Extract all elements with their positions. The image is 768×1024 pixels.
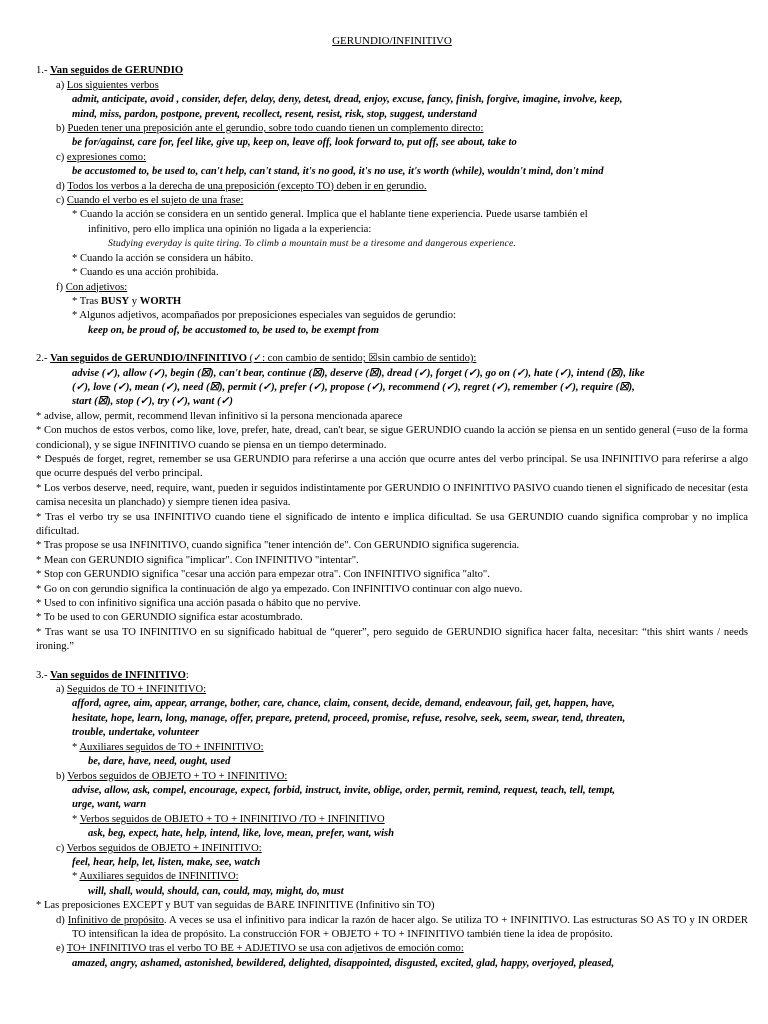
s3-d-paragraph: d) Infinitivo de propósito. A veces se usa el infinitivo para indicar la razón de hacer algo. Se utiliza TO + INFINITIVO. Las estructuras SO AS TO y IN ORDER TO intensifican la idea de propósito. La construcción FOR + OBJETO + TO + INFINITIVO también tiene la idea de propósito. xyxy=(56,914,748,940)
s3-c-aux-heading: * Auxiliares seguidos de INFINITIVO: xyxy=(72,871,239,883)
s3-b-heading: b) Verbos seguidos de OBJETO + TO + INFINITIVO: xyxy=(56,770,288,782)
s1-f-bullet-1: * Tras BUSY y WORTH xyxy=(72,295,182,307)
section-title: Van seguidos de GERUNDIO xyxy=(50,65,184,77)
s1-f-list: keep on, be proud of, be accustomed to, be used to, be exempt from xyxy=(88,324,379,336)
s3-a-aux-list: be, dare, have, need, ought, used xyxy=(88,756,231,768)
s1-e-bullet-1: * Cuando la acción se considera en un sentido general. Implica que el hablante tiene experiencia. Puede usarse también el xyxy=(72,209,588,221)
s1-b-verbs: be for/against, care for, feel like, give up, keep on, leave off, look forward to, put off, see about, take to xyxy=(72,137,517,149)
section-number: 1.- xyxy=(36,65,51,77)
s3-a-aux-heading: * Auxiliares seguidos de TO + INFINITIVO: xyxy=(72,741,264,753)
s3-b-verbs-1: advise, allow, ask, compel, encourage, expect, forbid, instruct, invite, oblige, order, permit, remind, request, teach, tell, tempt, xyxy=(72,784,616,796)
page-title: GERUNDIO/INFINITIVO xyxy=(332,35,452,47)
s1-e-heading: c) Cuando el verbo es el sujeto de una frase: xyxy=(56,195,244,207)
s3-c-verbs: feel, hear, help, let, listen, make, see, watch xyxy=(72,856,261,868)
s2-note-12: * Tras want se usa TO INFINITIVO en su significado habitual de “querer”, pero seguido de GERUNDIO significa hacer falta, necesitar: “this shirt wants / needs ironing.” xyxy=(36,626,748,653)
s2-note-4: * Los verbos deserve, need, require, want, pueden ir seguidos indistintamente por GERUNDIO O INFINITIVO PASIVO cuando tienen el significado de necesitar (esta camisa necesita un planchado) y siempre tienen idea pasiva. xyxy=(36,482,748,509)
s2-verbs-2: (✓), love (✓), mean (✓), need (☒), permit (✓), prefer (✓), propose (✓), recommend (✓), regret (✓), remember (✓), require (☒), xyxy=(72,381,635,393)
s1-e-bullet-2: * Cuando la acción se considera un hábito. xyxy=(72,252,254,264)
section-3-heading: 3.- Van seguidos de INFINITIVO: xyxy=(36,669,189,681)
s1-b-heading: b) Pueden tener una preposición ante el gerundio, sobre todo cuando tienen un complemento directo: xyxy=(56,123,484,135)
s2-note-8: * Stop con GERUNDIO significa "cesar una acción para empezar otra". Con INFINITIVO significa "alto". xyxy=(36,569,490,581)
s3-b-verbs-2: urge, want, warn xyxy=(72,799,147,811)
s2-note-9: * Go on con gerundio significa la continuación de algo ya empezado. Con INFINITIVO continuar con algo nuevo. xyxy=(36,583,523,595)
s2-note-6: * Tras propose se usa INFINITIVO, cuando significa "tener intención de". Con GERUNDIO significa sugerencia. xyxy=(36,540,520,552)
s1-f-bullet-2: * Algunos adjetivos, acompañados por preposiciones especiales van seguidos de gerundio: xyxy=(72,310,456,322)
s2-note-3: * Después de forget, regret, remember se usa GERUNDIO para referirse a una acción que ocurre antes del verbo principal. Se usa INFINITIVO para referirse a algo que ocurre después del verbo principal. xyxy=(36,453,748,480)
s1-a-verbs-1: admit, anticipate, avoid , consider, defer, delay, deny, detest, dread, enjoy, excuse, fancy, finish, forgive, imagine, involve, keep, xyxy=(72,94,623,106)
s2-note-5: * Tras el verbo try se usa INFINITIVO cuando tiene el significado de intento e implica dificultad. Se usa GERUNDIO cuando significa comprobar y no implica dificultad. xyxy=(36,511,748,537)
s1-a-verbs-2: mind, miss, pardon, postpone, prevent, recollect, resent, resist, risk, stop, suggest, understand xyxy=(72,108,477,120)
s1-e-example: Studying everyday is quite tiring. To climb a mountain must be a tiresome and dangerous experience. xyxy=(108,238,517,250)
s1-c-heading: c) expresiones como: xyxy=(56,151,147,163)
s3-b-sub-heading: * Verbos seguidos de OBJETO + TO + INFINITIVO /TO + INFINITIVO xyxy=(72,813,385,825)
s3-a-verbs-2: hesitate, hope, learn, long, manage, offer, prepare, pretend, proceed, promise, refuse, resolve, seek, seem, swear, tend, threaten, xyxy=(72,712,626,724)
s2-verbs-3: start (☒), stop (✓), try (✓), want (✓) xyxy=(72,396,233,408)
s2-note-2: * Con muchos de estos verbos, como like, love, prefer, hate, dread, can't bear, se sigue GERUNDIO cuando la acción se piensa en un sentido general (=uso de la forma condicional), y se sigue INFINITIVO cuando se piensa en un tiempo determinado. xyxy=(36,425,748,451)
s2-note-7: * Mean con GERUNDIO significa "implicar". Con INFINITIVO "intentar". xyxy=(36,554,359,566)
s3-a-verbs-1: afford, agree, aim, appear, arrange, bother, care, chance, claim, consent, decide, demand, endeavour, fail, get, happen, have, xyxy=(72,698,615,710)
s3-e-heading: e) TO+ INFINITIVO tras el verbo TO BE + ADJETIVO se usa con adjetivos de emoción como: xyxy=(56,943,464,955)
s3-c-heading: c) Verbos seguidos de OBJETO + INFINITIVO: xyxy=(56,842,262,854)
s3-a-heading: a) Seguidos de TO + INFINITIVO: xyxy=(56,684,207,696)
s1-e-bullet-3: * Cuando es una acción prohibida. xyxy=(72,267,219,279)
s3-a-verbs-3: trouble, undertake, volunteer xyxy=(72,727,200,739)
s2-note-10: * Used to con infinitivo significa una acción pasada o hábito que no pervive. xyxy=(36,598,361,610)
s3-b-sub-list: ask, beg, expect, hate, help, intend, like, love, mean, prefer, want, wish xyxy=(88,828,395,840)
s1-f-heading: f) Con adjetivos: xyxy=(56,281,128,293)
s3-prep-note: * Las preposiciones EXCEPT y BUT van seguidas de BARE INFINITIVE (Infinitivo sin TO) xyxy=(36,900,435,912)
s1-a-heading: a) Los siguientes verbos xyxy=(56,79,159,91)
s3-e-list: amazed, angry, ashamed, astonished, bewildered, delighted, disappointed, disgusted, excited, glad, happy, overjoyed, pleased, xyxy=(72,957,615,969)
s1-d-heading: d) Todos los verbos a la derecha de una preposición (excepto TO) deben ir en gerundio. xyxy=(56,180,427,192)
s3-c-aux-list: will, shall, would, should, can, could, may, might, do, must xyxy=(88,885,344,897)
s2-verbs-1: advise (✓), allow (✓), begin (☒), can't bear, continue (☒), deserve (☒), dread (✓), forget (✓), go on (✓), hate (✓), intend (☒), like xyxy=(72,367,645,379)
s1-c-list: be accustomed to, be used to, can't help, can't stand, it's no good, it's no use, it's worth (while), wouldn't mind, don't mind xyxy=(72,166,604,178)
s1-e-bullet-1-cont: infinitivo, pero ello implica una opinión no ligada a la experiencia: xyxy=(88,223,372,235)
section-1-heading xyxy=(36,64,748,78)
s2-note-11: * To be used to con GERUNDIO significa estar acostumbrado. xyxy=(36,612,303,624)
section-2-heading: 2.- Van seguidos de GERUNDIO/INFINITIVO (✓: con cambio de sentido; ☒sin cambio de sentido): xyxy=(36,353,477,365)
s2-note-1: * advise, allow, permit, recommend llevan infinitivo si la persona mencionada aparece xyxy=(36,410,403,422)
